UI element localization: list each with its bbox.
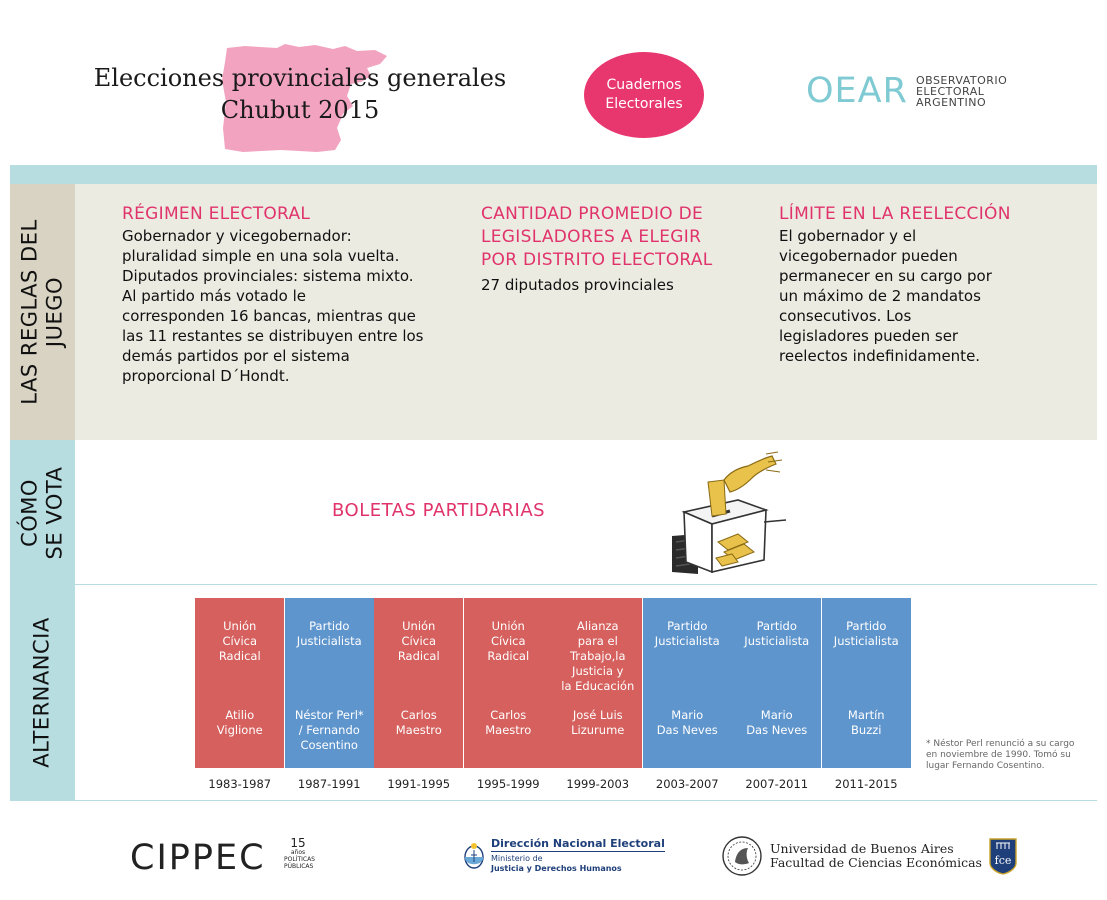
governor-line: Cosentino	[300, 738, 358, 752]
period-box	[285, 598, 374, 768]
limite-line: reelectos indefinidamente.	[779, 347, 981, 365]
period-2007	[732, 598, 822, 791]
side-label-reglas	[10, 184, 75, 440]
governor-name	[824, 708, 909, 738]
party-line: Unión	[402, 619, 436, 633]
party-line: Unión	[491, 619, 525, 633]
regimen-heading: RÉGIMEN ELECTORAL	[122, 204, 311, 224]
regimen-line: Gobernador y vicegobernador:	[122, 227, 352, 245]
cantidad-heading-line: POR DISTRITO ELECTORAL	[481, 250, 713, 270]
side-label-vota-text	[18, 466, 68, 559]
page-title	[90, 62, 510, 126]
limite-line: permanecer en su cargo por	[779, 267, 992, 285]
governor-line: Das Neves	[746, 723, 808, 737]
cantidad-heading-line: CANTIDAD PROMEDIO DE	[481, 204, 704, 224]
party-line: Cívica	[222, 634, 258, 648]
governor-name	[734, 708, 819, 738]
dne-title: Dirección Nacional Electoral	[491, 837, 665, 850]
cantidad-body: 27 diputados provinciales	[481, 276, 674, 294]
uba-line: Universidad de Buenos Aires	[770, 841, 954, 856]
footnote-line: lugar Fernando Cosentino.	[926, 761, 1045, 771]
limite-line: vicegobernador pueden	[779, 247, 958, 265]
period-years: 1987-1991	[297, 777, 361, 791]
limite-body	[779, 226, 1039, 366]
party-line: Justicialista	[654, 634, 720, 648]
cippec-logo: CIPPEC	[130, 838, 266, 878]
period-years: 1983-1987	[208, 777, 272, 791]
party-line: Radical	[487, 649, 530, 663]
governor-line: Maestro	[395, 723, 442, 737]
governor-line: Buzzi	[851, 723, 882, 737]
party-line: Alianza	[576, 619, 619, 633]
party-name	[287, 619, 372, 649]
vota-panel	[75, 440, 1097, 585]
badge-line-1: Cuadernos	[606, 77, 682, 93]
party-line: Partido	[667, 619, 708, 633]
party-line: Cívica	[490, 634, 526, 648]
period-1991	[374, 598, 464, 791]
party-name	[376, 619, 461, 664]
governor-name	[645, 708, 730, 738]
side-label-vota	[10, 440, 75, 585]
governor-name	[287, 708, 372, 753]
top-strip	[10, 165, 1097, 184]
boletas-partidarias-label: BOLETAS PARTIDARIAS	[332, 500, 546, 521]
oear-line-2: ELECTORAL	[915, 84, 985, 98]
party-line: Partido	[846, 619, 887, 633]
uba-logo	[722, 836, 1018, 876]
limite-reeleccion-column	[779, 203, 1039, 366]
period-years: 1991-1995	[387, 777, 451, 791]
vota-label-line-1: CÓMO	[17, 478, 42, 547]
uba-seal-icon	[722, 836, 762, 876]
party-line: Cívica	[401, 634, 437, 648]
limite-line: un máximo de 2 mandatos	[779, 287, 981, 305]
regimen-line: Al partido más votado le	[122, 287, 306, 305]
period-box	[553, 598, 642, 768]
party-name	[555, 619, 640, 694]
fce-text: fce	[994, 854, 1012, 867]
title-line-2: Chubut 2015	[220, 96, 380, 124]
footnote	[926, 739, 1086, 772]
period-years: 2003-2007	[655, 777, 719, 791]
argentina-shield-icon	[464, 842, 484, 870]
dne-text	[491, 837, 665, 874]
limite-heading: LÍMITE EN LA REELECCIÓN	[779, 204, 1011, 224]
governor-line: Atilio	[225, 708, 255, 722]
party-name	[645, 619, 730, 649]
cippec-tag-line: POLÍTICAS	[284, 856, 315, 863]
side-label-alternancia	[10, 585, 75, 800]
footnote-line: * Néstor Perl renunció a su cargo	[926, 739, 1075, 749]
governor-line: José Luis	[572, 708, 623, 722]
governor-line: Mario	[671, 708, 704, 722]
period-1987	[285, 598, 375, 791]
party-line: Trabajo,la	[569, 649, 626, 663]
footnote-line: en noviembre de 1990. Tomó su	[926, 750, 1071, 760]
governor-line: Mario	[760, 708, 793, 722]
cantidad-legisladores-column	[481, 203, 761, 295]
period-2011	[822, 598, 912, 791]
period-box	[195, 598, 284, 768]
dne-logo	[464, 837, 665, 874]
alternancia-label: ALTERNANCIA	[30, 617, 54, 768]
reglas-label-line-1: LAS REGLAS DEL	[17, 219, 42, 405]
ballot-box-icon	[668, 450, 788, 578]
oear-subtitle	[916, 75, 1007, 108]
period-box	[732, 598, 821, 768]
cuadernos-electorales-badge	[584, 52, 704, 138]
governor-line: / Fernando	[298, 723, 360, 737]
cantidad-heading	[481, 203, 761, 272]
vota-label-line-2: SE VOTA	[42, 466, 67, 559]
governor-line: Das Neves	[656, 723, 718, 737]
period-years: 1995-1999	[476, 777, 540, 791]
regimen-line: proporcional D´Hondt.	[122, 367, 290, 385]
dne-subtitle	[491, 854, 665, 874]
governor-name	[376, 708, 461, 738]
party-line: Partido	[756, 619, 797, 633]
cantidad-heading-line: LEGISLADORES A ELEGIR	[481, 227, 702, 247]
title-line-1: Elecciones provinciales generales	[93, 64, 507, 92]
cippec-tag-line: PÚBLICAS	[284, 863, 314, 870]
governor-name	[555, 708, 640, 738]
governor-name	[197, 708, 282, 738]
dne-sub-line: Ministerio de	[491, 854, 543, 863]
oear-wordmark: OEAR	[806, 71, 908, 111]
period-years: 2007-2011	[745, 777, 809, 791]
governor-line: Lizurume	[571, 723, 625, 737]
dne-sub-line: Justicia y Derechos Humanos	[491, 864, 622, 873]
party-line: la Educación	[561, 679, 635, 693]
uba-text	[770, 842, 982, 870]
party-line: Justicialista	[296, 634, 362, 648]
reglas-label-line-2: JUEGO	[42, 276, 67, 348]
governor-name	[466, 708, 551, 738]
cippec-15-anos: años	[290, 849, 306, 856]
period-2003	[643, 598, 733, 791]
regimen-line: demás partidos por el sistema	[122, 347, 350, 365]
badge-line-2: Electorales	[605, 96, 683, 112]
governor-line: Carlos	[490, 708, 527, 722]
oear-line-1: OBSERVATORIO	[915, 73, 1008, 87]
party-line: Radical	[218, 649, 261, 663]
divider	[10, 800, 1097, 801]
cippec-15-number: 15	[290, 836, 306, 850]
regimen-electoral-column	[122, 203, 462, 386]
cippec-15-badge	[284, 836, 315, 870]
limite-line: consecutivos. Los	[779, 307, 912, 325]
party-line: Unión	[223, 619, 257, 633]
party-line: Partido	[309, 619, 350, 633]
governor-line: Maestro	[485, 723, 532, 737]
governor-line: Carlos	[400, 708, 437, 722]
regimen-body	[122, 226, 462, 386]
period-1995	[464, 598, 554, 791]
side-label-reglas-text	[18, 219, 68, 404]
regimen-line: corresponden 16 bancas, mientras que	[122, 307, 416, 325]
party-line: Justicialista	[833, 634, 899, 648]
limite-line: El gobernador y el	[779, 227, 917, 245]
party-name	[824, 619, 909, 649]
period-1983	[195, 598, 285, 791]
governor-line: Néstor Perl*	[294, 708, 364, 722]
limite-line: legisladores pueden ser	[779, 327, 959, 345]
governor-line: Martín	[847, 708, 885, 722]
period-box	[643, 598, 732, 768]
period-box	[464, 598, 553, 768]
party-name	[197, 619, 282, 664]
alternancia-timeline	[195, 598, 911, 791]
regimen-line: pluralidad simple en una sola vuelta.	[122, 247, 400, 265]
party-line: Radical	[397, 649, 440, 663]
oear-line-3: ARGENTINO	[915, 95, 987, 109]
fce-shield-icon	[988, 837, 1018, 875]
period-box	[822, 598, 911, 768]
party-line: Justicia y	[572, 664, 624, 678]
regimen-line: Diputados provinciales: sistema mixto.	[122, 267, 414, 285]
party-name	[734, 619, 819, 649]
period-years: 2011-2015	[834, 777, 898, 791]
period-years: 1999-2003	[566, 777, 630, 791]
oear-logo	[806, 70, 1007, 112]
party-name	[466, 619, 551, 664]
party-line: Justicialista	[744, 634, 810, 648]
period-1999	[553, 598, 643, 791]
period-box	[374, 598, 463, 768]
divider	[75, 584, 1097, 585]
governor-line: Viglione	[216, 723, 263, 737]
party-line: para el	[577, 634, 618, 648]
regimen-line: las 11 restantes se distribuyen entre los	[122, 327, 424, 345]
uba-line: Facultad de Ciencias Económicas	[770, 855, 982, 870]
